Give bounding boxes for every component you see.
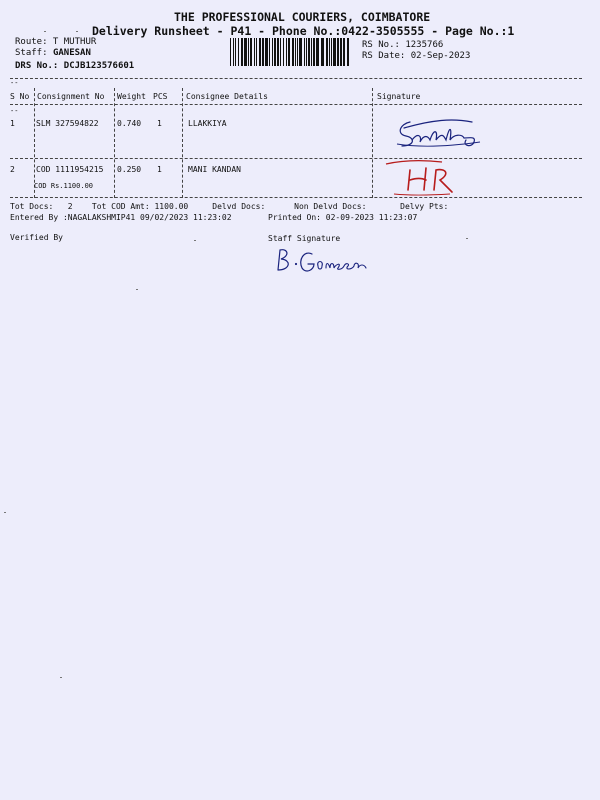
barcode-bar [347,38,349,66]
barcode-bar [321,38,324,66]
row-consignment: COD 1111954215 [36,165,104,174]
barcode-bar [340,38,342,66]
barcode-bar [297,38,298,66]
staff-handwritten-signature [272,246,372,276]
row-consignee: LLAKKIYA [188,119,227,128]
row-divider [10,197,582,198]
dash-mark: -- [10,107,19,115]
scan-speck [136,289,138,290]
barcode-bar [233,38,234,66]
barcode-bar [295,38,296,66]
barcode-bar [329,38,330,66]
barcode-bar [235,38,236,66]
barcode-bar [326,38,328,66]
barcode-bar [254,38,255,66]
barcode-bar [244,38,247,66]
row-weight: 0.740 [117,119,142,128]
staff-name: GANESAN [52,48,91,58]
row-cod-amount: COD Rs.1100.00 [34,182,94,190]
scan-speck [4,512,6,513]
col-header-pcs: PCS [153,92,168,101]
barcode-bar [311,38,312,66]
barcode-bar [313,38,315,66]
row-pcs: 1 [157,119,162,128]
row-consignee: MANI KANDAN [188,165,241,174]
scan-speck [194,240,196,241]
scan-speck [466,238,468,239]
column-line [372,88,373,198]
col-header-consignment: Consignment No [37,92,105,101]
row-sno: 2 [10,165,15,174]
row-consignment: SLM 327594822 [36,119,99,128]
consignee-signature-2 [384,160,464,196]
barcode-bar [238,38,239,66]
company-title: THE PROFESSIONAL COURIERS, COIMBATORE [174,10,431,24]
scan-speck [76,31,78,32]
barcode-bar [269,38,270,66]
column-line [114,88,115,198]
row-sno: 1 [10,119,15,128]
drs-label: DRS No.: [15,61,59,71]
barcode-bar [337,38,339,66]
barcode-bar [343,38,345,66]
row-divider [10,158,582,159]
barcode-bar [230,38,231,66]
column-line [182,88,183,198]
barcode-bar [283,38,284,66]
rs-date: RS Date: 02-Sep-2023 [362,51,471,61]
barcode-bar [292,38,294,66]
row-weight: 0.250 [117,165,142,174]
col-header-weight: Weight [117,92,146,101]
col-header-sno: S No [10,92,30,101]
barcode-bar [259,38,261,66]
row-pcs: 1 [157,165,162,174]
divider [10,78,582,79]
scan-speck [44,31,46,32]
barcode-bar [299,38,302,66]
runsheet-title: Delivery Runsheet - P41 - Phone No.:0422-3505555 - Page No.:1 [92,24,515,38]
barcode-bar [308,38,310,66]
barcode-bar [248,38,249,66]
barcode-bar [272,38,273,66]
verified-by-label: Verified By [10,233,63,242]
entered-by: Entered By :NAGALAKSHMIP41 09/02/2023 11:23:02 [10,213,232,222]
barcode-bar [286,38,287,66]
barcode-bar [256,38,257,66]
barcode-bar [250,38,252,66]
header-divider [10,104,582,105]
scan-speck [60,677,62,678]
rs-number: RS No.: 1235766 [362,40,444,50]
barcode-bar [333,38,336,66]
barcode-bar [262,38,264,66]
barcode-bar [280,38,281,66]
barcode-bar [306,38,307,66]
dash-mark: -- [10,79,19,87]
barcode-bar [316,38,319,66]
barcode-bar [331,38,332,66]
drs-number: DCJB123576601 [63,61,135,71]
drs-line [15,61,134,71]
col-header-signature: Signature [377,92,421,101]
staff-label: Staff: [15,48,48,58]
barcode-bar [274,38,276,66]
col-header-consignee: Consignee Details [186,92,268,101]
barcode-bar [288,38,290,66]
totals-line: Tot Docs: 2 Tot COD Amt: 1100.00 Delvd Docs: Non Delvd Docs: Delvy Pts: [10,202,449,211]
staff-line [15,48,91,58]
barcode [230,38,352,66]
route-label: Route: T MUTHUR [15,37,97,47]
barcode-bar [265,38,268,66]
barcode-bar [241,38,243,66]
barcode-bar [304,38,305,66]
barcode-bar [277,38,279,66]
printed-on: Printed On: 02-09-2023 11:23:07 [268,213,418,222]
staff-signature-label: Staff Signature [268,234,341,243]
consignee-signature-1 [392,114,492,154]
